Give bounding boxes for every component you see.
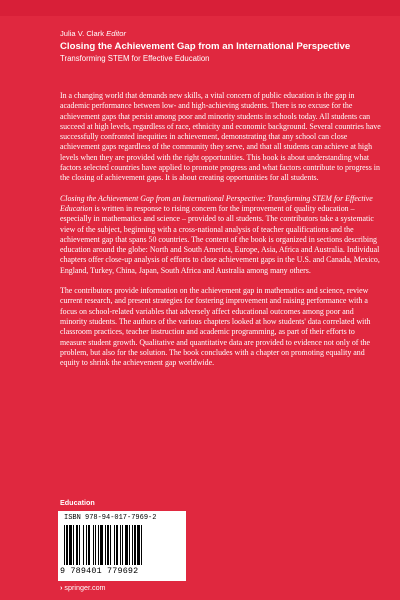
blurb-paragraph-1: In a changing world that demands new skills, a vital concern of public education is the gap in academic performance between low- and high-achieving students. There is no excuse for the achievement gaps that persist among poor and minority students in schools today. All students can succeed at high levels, regardless of race, ethnicity and economic background. Several countries have successfully confronted inequities in achievement, demonstrating that any school can close achievement gaps regardless of the community they serve, and that all students can achieve at high levels when they are provided with the right opportunities. This book is about understanding what factors selected countries have applied to promote progress and what factors contribute to progress in the closing of achievement gaps. It is about creating opportunities for all students. [60, 91, 381, 183]
editor-line [60, 29, 380, 39]
website-url: springer.com [62, 583, 106, 592]
publisher-website[interactable] [60, 583, 106, 592]
arrow-icon: › [60, 583, 63, 592]
blurb [60, 91, 382, 378]
barcode-number: 9 789401 779692 [60, 566, 139, 576]
barcode-panel [58, 511, 186, 581]
editor-name: Julia V. Clark [60, 29, 105, 38]
blurb-title-reference: Closing the Achievement Gap from an International Perspective: Transforming STEM for Effective Education [60, 193, 373, 213]
subject-category: Education [60, 498, 95, 507]
isbn-label: ISBN 978-94-017-7969-2 [64, 514, 157, 522]
blurb-paragraph-3: The contributors provide information on the achievement gap in mathematics and science, review current research, and present strategies for fostering improvement and raising performance with a focus on school-related variables that adversely affect educational outcomes among poor and minority students. The authors of the various chapters looked at how students' data correlated with classroom practices, teacher instruction and academic programming, as part of their efforts to measure student growth. Qualitative and quantitative data are provided to evidence not only of the problem, but also for the solution. The book concludes with a chapter on promoting equality and equity to shrink the achievement gap worldwide. [60, 286, 371, 368]
book-subtitle: Transforming STEM for Effective Education [60, 54, 210, 63]
blurb-paragraph-2 [60, 194, 382, 276]
top-color-band [0, 0, 400, 16]
barcode-icon [64, 525, 180, 565]
editor-role: Editor [106, 29, 127, 38]
book-title: Closing the Achievement Gap from an International Perspective [60, 41, 351, 52]
blurb-paragraph-2-text: is written in response to rising concern for the improvement of quality education – especially in mathematics and science – provided to all students. The contributors take a systematic view of the subject, beginning with a cross-national analysis of teacher qualifications and the achievement gap that spans 50 countries. The content of the book is organized in sections describing education around the globe: North and South America, Europe, Asia, Africa and Australia. Individual chapters offer close-up analysis of efforts to close achievement gaps in the U.S. and Canada, Mexico, England, Turkey, China, Japan, South Africa and Australia among many others. [60, 203, 380, 275]
cover-header [60, 29, 380, 64]
